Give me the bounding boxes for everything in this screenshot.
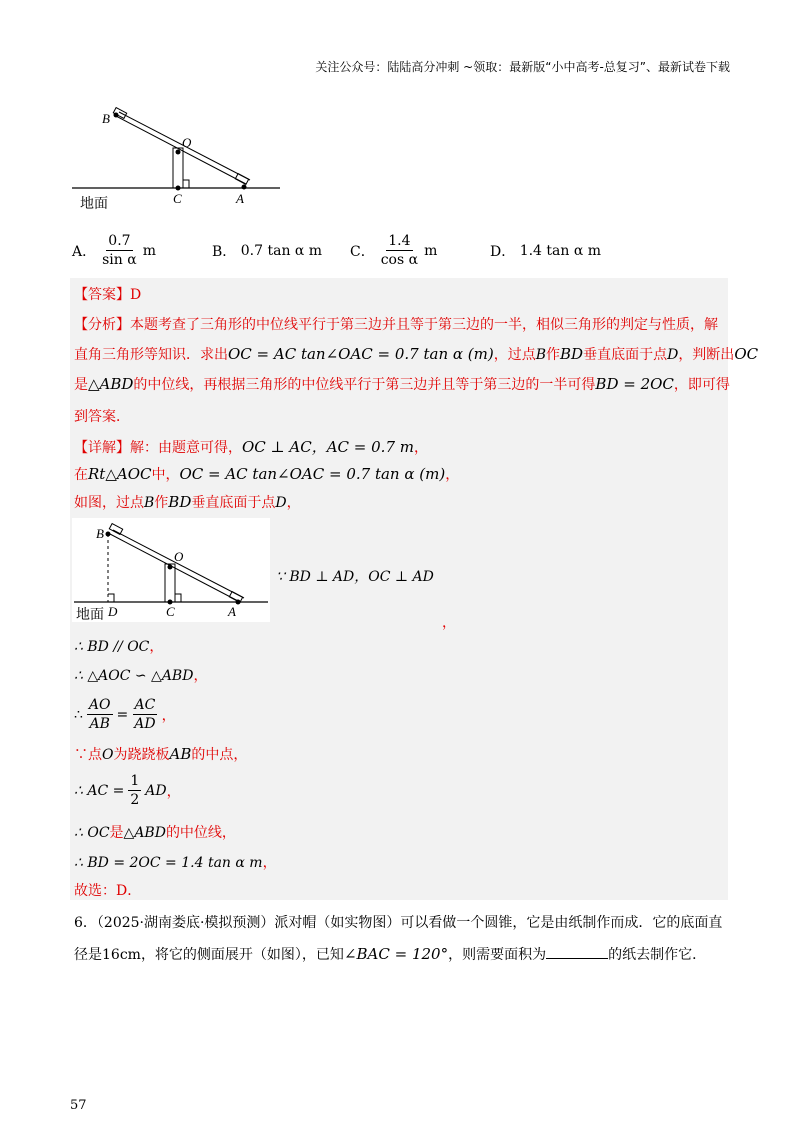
page-number: 57 (70, 1098, 87, 1113)
label2-ground: 地面 (76, 607, 104, 622)
step-2: ∴ △AOC ∽ △ABD， (74, 668, 208, 684)
label2-a: A (228, 604, 236, 619)
because-line: ∵ BD ⊥ AD，OC ⊥ AD (276, 569, 434, 585)
label-b: B (102, 111, 110, 126)
step-6: ∴ OC是△ABD的中位线， (74, 825, 236, 841)
final-answer: 故选：D． (74, 883, 142, 899)
question-6-line-1: 6．（2025·湖南娄底·模拟预测）派对帽（如实物图）可以看做一个圆锥，它是由纸制作而成．它的底面直 (74, 915, 723, 931)
step-3: ∴ $\frac{AO}{AB}$ = $\frac{AC}{AD}$ ， (74, 697, 176, 732)
analysis-line-2: 直角三角形等知识．求出OC = AC tan∠OAC = 0.7 tan α (m)，过点B作BD垂直底面于点D，判断出OC (74, 345, 759, 363)
analysis-line-3: 是△ABD的中位线，再根据三角形的中位线平行于第三边并且等于第三边的一半可得BD = 2OC，即可得 (74, 375, 730, 393)
answer-line: 【答案】D (74, 287, 142, 303)
option-d[interactable]: D． 1.4 tan α m (490, 243, 602, 260)
label-c: C (173, 191, 182, 206)
analysis-line-1: 【分析】本题考查了三角形的中位线平行于第三边并且等于第三边的一半，相似三角形的判定与性质，解 (74, 317, 718, 333)
label2-o: O (174, 549, 184, 564)
answer-options (72, 232, 732, 272)
label-ground: 地面 (80, 196, 108, 212)
seesaw-figure (70, 104, 290, 216)
label-o: O (182, 135, 192, 150)
label2-d: D (108, 604, 118, 619)
detail-line-2: 在Rt△AOC中，OC = AC tan∠OAC = 0.7 tan α (m)， (74, 465, 460, 483)
detail-line-1: 【详解】解：由题意可得，OC ⊥ AC，AC = 0.7 m， (74, 438, 428, 456)
step-1: ∴ BD // OC， (74, 639, 164, 655)
seesaw-board (116, 116, 246, 184)
option-c[interactable]: C． $\frac{1.4}{\text{cos α}}$ m (350, 233, 438, 268)
answer-blank[interactable] (546, 945, 608, 959)
label-a: A (236, 191, 244, 206)
option-b[interactable]: B． 0.7 tan α m (212, 243, 323, 260)
label2-c: C (166, 604, 175, 619)
page-header: 关注公众号：陆陆高分冲刺 ~领取：最新版“小中高考-总复习”、最新试卷下载 (315, 60, 730, 74)
detail-line-3: 如图，过点B作BD垂直底面于点D， (74, 493, 301, 511)
step-5: ∴ AC = $\frac{1}{2}$ AD ， (74, 773, 181, 808)
option-a[interactable]: A． $\frac{0.7}{\text{sin α}}$ m (72, 233, 156, 268)
step-7: ∴ BD = 2OC = 1.4 tan α m， (74, 855, 277, 871)
step-4: ∵点O为跷跷板AB的中点， (74, 745, 248, 763)
analysis-line-4: 到答案． (74, 409, 130, 425)
stray-comma: ， (442, 615, 456, 631)
question-6-line-2: 径是16cm，将它的侧面展开（如图），已知∠BAC = 120°，则需要面积为 的纸去制作它． (74, 945, 707, 963)
seesaw-figure-with-d (72, 518, 270, 622)
label2-b: B (96, 526, 104, 541)
